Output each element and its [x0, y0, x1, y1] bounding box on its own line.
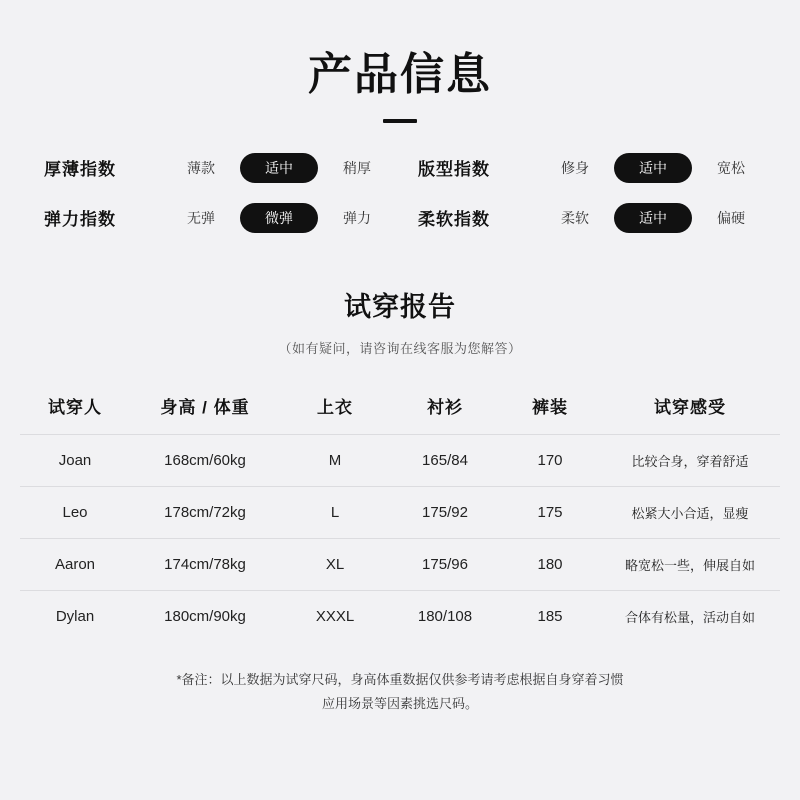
cell-pants: 175: [500, 486, 600, 538]
cell-top: M: [280, 434, 390, 486]
index-option-elasticity-2[interactable]: 弹力: [343, 209, 371, 226]
cell-feedback: 略宽松一些，伸展自如: [600, 538, 780, 590]
cell-feedback: 合体有松量，活动自如: [600, 590, 780, 642]
index-option-fit-2[interactable]: 宽松: [717, 159, 745, 176]
index-label-softness: 柔软指数: [418, 210, 490, 230]
cell-body: 180cm/90kg: [130, 590, 280, 642]
table-row: [20, 590, 780, 642]
index-label-fit: 版型指数: [418, 160, 490, 180]
index-option-thickness-2[interactable]: 稍厚: [343, 159, 371, 176]
index-option-fit-1[interactable]: 适中: [614, 153, 692, 183]
cell-name: Dylan: [20, 590, 130, 642]
column-header-feedback: 试穿感受: [654, 397, 726, 417]
cell-name: Aaron: [20, 538, 130, 590]
index-option-softness-0[interactable]: 柔软: [561, 209, 589, 226]
index-option-elasticity-1[interactable]: 微弹: [240, 203, 318, 233]
column-header-name: 试穿人: [48, 397, 102, 417]
cell-shirt: 165/84: [390, 434, 500, 486]
cell-top: L: [280, 486, 390, 538]
index-row-elasticity: [40, 203, 414, 233]
cell-pants: 170: [500, 434, 600, 486]
index-options-fit: [536, 153, 788, 183]
cell-body: 178cm/72kg: [130, 486, 280, 538]
report-title: 试穿报告: [344, 291, 456, 322]
cell-feedback: 松紧大小合适，显瘦: [600, 486, 780, 538]
fit-report-table: [20, 383, 780, 642]
cell-body: 174cm/78kg: [130, 538, 280, 590]
index-option-fit-0[interactable]: 修身: [561, 159, 589, 176]
cell-top: XL: [280, 538, 390, 590]
cell-pants: 185: [500, 590, 600, 642]
cell-feedback: 比较合身，穿着舒适: [600, 434, 780, 486]
column-header-body: 身高 / 体重: [160, 397, 250, 417]
index-grid: [40, 153, 760, 233]
column-header-top: 上衣: [317, 397, 353, 417]
footnote: [90, 668, 710, 717]
index-option-elasticity-0[interactable]: 无弹: [187, 209, 215, 226]
index-option-softness-1[interactable]: 适中: [614, 203, 692, 233]
page-title: 产品信息: [308, 50, 492, 99]
table-row: [20, 538, 780, 590]
cell-shirt: 180/108: [390, 590, 500, 642]
cell-name: Leo: [20, 486, 130, 538]
index-row-thickness: [40, 153, 414, 183]
report-subtitle: （如有疑问，请咨询在线客服为您解答）: [278, 340, 522, 356]
cell-pants: 180: [500, 538, 600, 590]
table-row: [20, 486, 780, 538]
table-row: [20, 434, 780, 486]
index-options-softness: [536, 203, 788, 233]
index-row-softness: [414, 203, 788, 233]
cell-name: Joan: [20, 434, 130, 486]
cell-shirt: 175/92: [390, 486, 500, 538]
table-header-row: [20, 383, 780, 435]
index-options-elasticity: [162, 203, 414, 233]
index-label-elasticity: 弹力指数: [44, 210, 116, 230]
index-option-thickness-1[interactable]: 适中: [240, 153, 318, 183]
column-header-pants: 裤装: [532, 397, 568, 417]
footnote-line-1: *备注：以上数据为试穿尺码，身高体重数据仅供参考请考虑根据自身穿着习惯: [176, 671, 624, 687]
column-header-shirt: 衬衫: [427, 397, 463, 417]
index-row-fit: [414, 153, 788, 183]
footnote-line-2: 应用场景等因素挑选尺码。: [321, 696, 478, 712]
index-label-thickness: 厚薄指数: [44, 160, 116, 180]
cell-shirt: 175/96: [390, 538, 500, 590]
index-option-softness-2[interactable]: 偏硬: [717, 209, 745, 226]
cell-body: 168cm/60kg: [130, 434, 280, 486]
cell-top: XXXL: [280, 590, 390, 642]
index-option-thickness-0[interactable]: 薄款: [187, 159, 215, 176]
index-options-thickness: [162, 153, 414, 183]
title-divider: [383, 119, 417, 123]
